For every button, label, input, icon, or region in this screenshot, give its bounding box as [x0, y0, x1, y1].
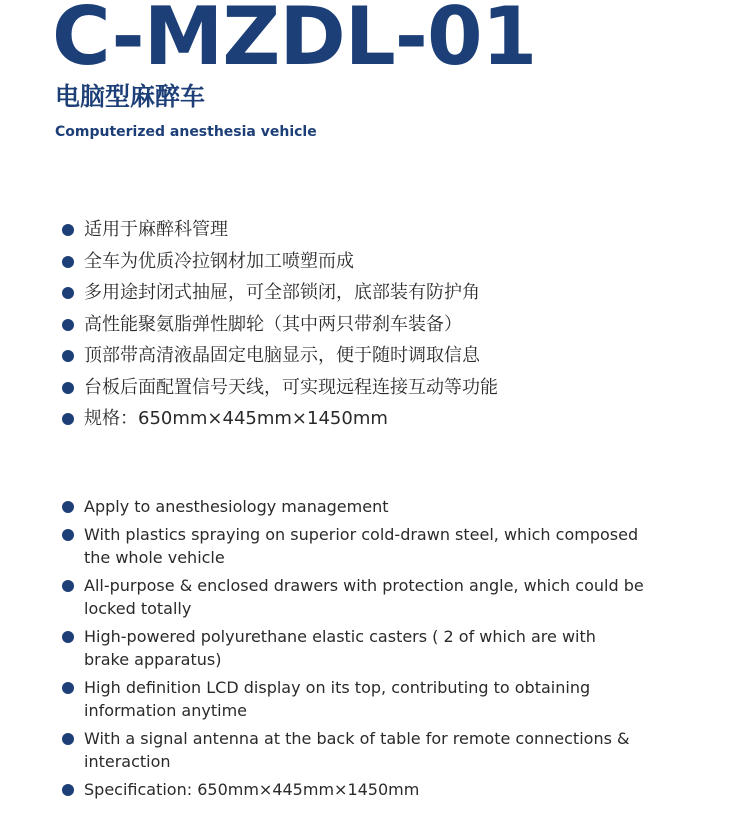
- bullet-icon: [62, 224, 74, 236]
- product-name-cn: 电脑型麻醉车: [55, 82, 206, 111]
- feature-text: 全车为优质冷拉钢材加工喷塑而成: [84, 250, 354, 272]
- bullet-icon: [62, 631, 74, 643]
- bullet-icon: [62, 580, 74, 592]
- feature-text: 多用途封闭式抽屉，可全部锁闭，底部装有防护角: [84, 282, 480, 303]
- feature-text: 台板后面配置信号天线，可实现远程连接互动等功能: [84, 376, 498, 398]
- feature-item-cn: [62, 246, 498, 278]
- bullet-icon: [62, 287, 74, 299]
- feature-text: High-powered polyurethane elastic casters ( 2 of which are with brake apparatus): [84, 627, 596, 669]
- feature-text: All-purpose & enclosed drawers with protection angle, which could be locked totally: [84, 576, 644, 618]
- bullet-icon: [62, 682, 74, 694]
- feature-item-cn: [62, 340, 498, 372]
- feature-text: High definition LCD display on its top, contributing to obtaining information anytime: [84, 678, 591, 720]
- feature-item-cn: [62, 403, 498, 435]
- feature-list-en: [62, 495, 644, 806]
- feature-item-en: [62, 625, 644, 671]
- feature-item-cn: [62, 277, 498, 309]
- product-name-en: Computerized anesthesia vehicle: [55, 124, 317, 140]
- feature-list-cn: [62, 214, 498, 435]
- bullet-icon: [62, 413, 74, 425]
- bullet-icon: [62, 382, 74, 394]
- model-title: C-MZDL-01: [52, 0, 537, 83]
- bullet-icon: [62, 733, 74, 745]
- bullet-icon: [62, 319, 74, 331]
- feature-item-cn: [62, 372, 498, 404]
- bullet-icon: [62, 256, 74, 268]
- feature-text: Specification: 650mm×445mm×1450mm: [84, 780, 420, 799]
- bullet-icon: [62, 784, 74, 796]
- feature-text: 规格：650mm×445mm×1450mm: [84, 408, 388, 429]
- feature-text: 高性能聚氨脂弹性脚轮（其中两只带刹车装备）: [84, 313, 462, 335]
- feature-item-cn: [62, 309, 498, 341]
- feature-item-cn: [62, 214, 498, 246]
- bullet-icon: [62, 350, 74, 362]
- feature-item-en: [62, 495, 644, 518]
- feature-item-en: [62, 727, 644, 773]
- feature-item-en: [62, 523, 644, 569]
- feature-text: 适用于麻醉科管理: [84, 219, 228, 240]
- feature-text: 顶部带高清液晶固定电脑显示，便于随时调取信息: [84, 345, 480, 366]
- feature-item-en: [62, 676, 644, 722]
- feature-item-en: [62, 778, 644, 801]
- feature-text: Apply to anesthesiology management: [84, 497, 389, 516]
- bullet-icon: [62, 501, 74, 513]
- feature-text: With plastics spraying on superior cold-drawn steel, which composed the whole vehicle: [84, 525, 639, 567]
- bullet-icon: [62, 529, 74, 541]
- feature-item-en: [62, 574, 644, 620]
- feature-text: With a signal antenna at the back of table for remote connections & interaction: [84, 729, 630, 771]
